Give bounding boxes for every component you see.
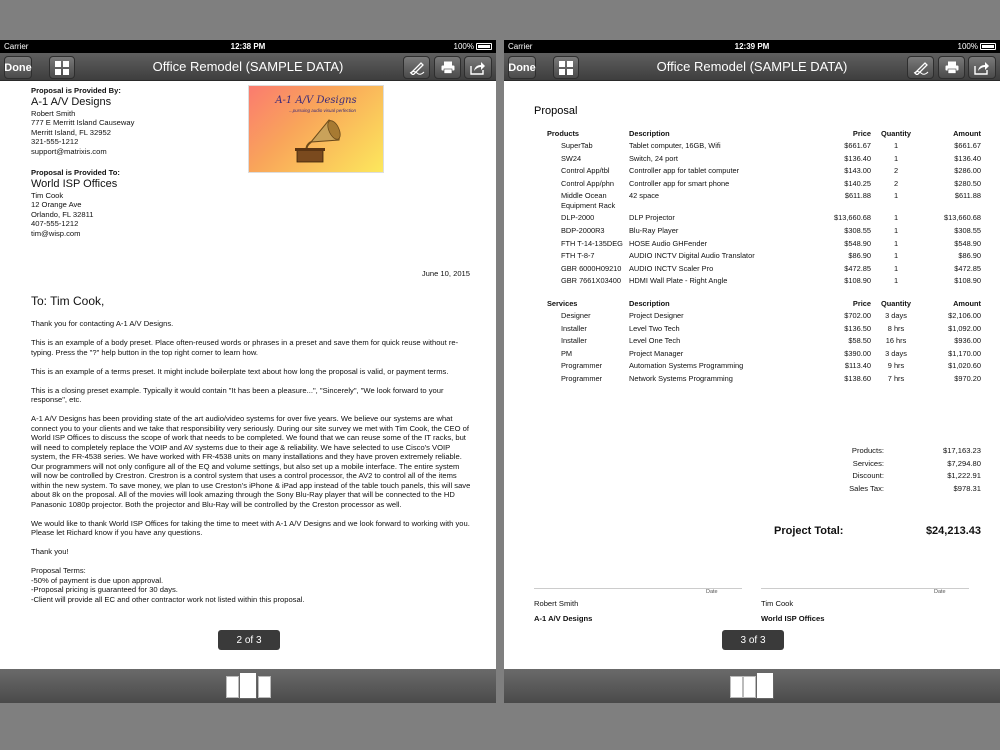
column-header: Price [852, 129, 871, 138]
service-qty: 9 hrs [887, 361, 905, 371]
page-thumbnail[interactable] [258, 676, 271, 698]
total-label: Products: [851, 446, 884, 455]
table-header [547, 299, 981, 311]
product-name: SuperTab [561, 141, 593, 150]
product-price: $611.88 [844, 191, 871, 201]
product-name: FTH T-8-7 [561, 251, 595, 261]
provider-line: support@matrixis.com [31, 146, 107, 156]
provider-company: A-1 A/V Designs [31, 95, 112, 108]
signature-date-label: Date [934, 589, 946, 595]
total-label: Discount: [852, 471, 884, 481]
product-qty: 1 [893, 213, 899, 223]
signer-name: Tim Cook [761, 599, 794, 608]
terms-line: -50% of payment is due upon approval. [31, 575, 164, 585]
service-qty: 7 hrs [887, 373, 905, 383]
body-paragraph: Thank you! [31, 547, 69, 556]
project-total-label: Project Total: [774, 525, 844, 537]
service-amount: $970.20 [954, 373, 981, 383]
pen-icon [409, 61, 425, 75]
ipad-screen-right [504, 40, 1000, 703]
terms-line: Proposal Terms: [31, 566, 86, 575]
document-page-2 [0, 82, 496, 669]
product-amount: $661.67 [954, 141, 981, 150]
signature-date-label: Date [706, 589, 718, 595]
product-qty: 1 [893, 238, 899, 248]
service-qty: 3 days [885, 311, 907, 320]
service-amount: $1,092.00 [948, 323, 981, 333]
table-row [547, 179, 981, 192]
battery-indicator [454, 42, 492, 51]
table-header [547, 129, 981, 141]
recipient-company: World ISP Offices [31, 177, 118, 190]
body-paragraph: A-1 A/V Designs has been providing state of the art audio/video systems for over five years. We believe our systems are what connect you to your clients and we take that responsibility very seriously. During our site survey we met with Tim Cook, the CEO of World ISP Offices to discuss the scope of work that needs to be completed. We found that we can reuse some of the IT racks, but will need to completely replace the VOIP and AV systems due to their age & reliability. We have selected to use Cisco's VOIP system, the FR-4538 series. We have worked with FR-4538 units on many installations and they have proven extremely reliable. Our programmers will not only configure all of the EQ and volume settings, but also set up a mobile interface. The entire system will now be controlled by Crestron. Crestron is a control system that uses a control processor, the AV2 to control all of the items within the new system. To save money, we plan to use Creston's iPhone & iPad app instead of the table touch panels, this will save about 8k on the proposal. All of the movies will look amazing through the Sony Blu-Ray player that will be connected to the HD Panasonic 1080p projector. Both the projector and Blu-Ray will be controlled by the Creston processor as well. [31, 414, 471, 509]
letter-body [31, 319, 471, 604]
service-price: $58.50 [848, 336, 871, 346]
column-header: Products [547, 129, 580, 138]
column-header: Amount [953, 129, 981, 138]
product-name: Middle Ocean Equipment Rack [561, 191, 616, 210]
proposal-date: June 10, 2015 [421, 269, 470, 278]
product-qty: 1 [893, 263, 899, 273]
body-paragraph: This is an example of a terms preset. It might include boilerplate text about how long the proposal is valid, or payment terms. [31, 366, 449, 376]
page-thumbnail-current[interactable] [239, 672, 257, 699]
product-qty: 2 [893, 178, 899, 188]
product-desc: 42 space [629, 191, 659, 201]
proposal-title: Proposal [534, 105, 578, 117]
signer-name: Robert Smith [534, 599, 579, 608]
done-button[interactable]: Done [4, 56, 32, 79]
table-row [547, 276, 981, 289]
navigation-bar [504, 53, 1000, 81]
service-amount: $1,170.00 [948, 348, 981, 358]
recipient-line: 407-555-1212 [31, 219, 79, 228]
product-name: GBR 6000H09210 [561, 263, 622, 273]
product-name: BDP-2000R3 [561, 225, 605, 235]
service-amount: $936.00 [954, 336, 981, 346]
product-amount: $286.00 [954, 166, 981, 176]
table-row [547, 226, 981, 239]
product-desc: HDMI Wall Plate - Right Angle [629, 276, 728, 286]
product-price: $472.85 [844, 263, 871, 273]
service-name: Installer [561, 336, 587, 346]
page-thumbnail[interactable] [730, 676, 743, 698]
service-desc: Project Designer [629, 311, 684, 320]
product-price: $108.90 [844, 276, 871, 286]
carrier-label: Carrier [4, 42, 29, 51]
service-desc: Automation Systems Programming [629, 361, 744, 371]
battery-indicator [958, 42, 996, 51]
total-value: $1,222.91 [947, 471, 981, 481]
page-thumbnails [728, 672, 778, 700]
product-qty: 1 [893, 251, 899, 261]
product-amount: $548.90 [954, 238, 981, 248]
products-table [547, 129, 981, 289]
product-desc: DLP Projector [629, 213, 675, 223]
signature-button[interactable] [907, 56, 934, 79]
service-desc: Network Systems Programming [629, 373, 733, 383]
nav-title: Office Remodel (SAMPLE DATA) [656, 59, 848, 74]
total-label: Sales Tax: [849, 484, 884, 494]
column-header: Services [547, 299, 578, 308]
totals-summary [804, 446, 981, 497]
product-price: $136.40 [844, 153, 871, 163]
product-amount: $308.55 [954, 225, 981, 235]
project-total-value: $24,213.43 [925, 525, 981, 537]
share-button[interactable] [464, 56, 492, 79]
signature-button[interactable] [403, 56, 430, 79]
logo-title: A-1 A/V Designs [275, 95, 357, 106]
recipient-heading: Proposal is Provided To: [31, 168, 120, 177]
status-bar [504, 40, 1000, 53]
product-desc: AUDIO INCTV Digital Audio Translator [629, 251, 755, 261]
table-row [547, 213, 981, 226]
service-price: $138.60 [844, 373, 871, 383]
project-total [774, 525, 981, 537]
product-qty: 2 [893, 166, 899, 176]
product-price: $661.67 [844, 141, 871, 150]
table-row [547, 191, 981, 213]
logo-subtitle: ...pursuing audio visual perfection [289, 108, 357, 113]
terms-line: -Client will provide all EC and other contractor work not listed within this proposal. [31, 594, 305, 604]
column-header: Description [629, 129, 670, 138]
company-logo [248, 85, 384, 173]
product-qty: 1 [893, 153, 899, 163]
share-icon [974, 61, 990, 75]
product-amount: $13,660.68 [944, 213, 981, 223]
product-desc: Tablet computer, 16GB, Wifi [629, 141, 721, 150]
column-header: Price [852, 299, 871, 308]
service-desc: Project Manager [629, 348, 684, 358]
nav-title: Office Remodel (SAMPLE DATA) [152, 59, 344, 74]
recipient-line: Orlando, FL 32811 [31, 209, 94, 219]
page-grid-button[interactable] [49, 56, 75, 79]
service-price: $113.40 [844, 361, 871, 371]
total-value: $978.31 [953, 484, 981, 494]
table-row [547, 311, 981, 324]
table-row [547, 239, 981, 252]
grid-icon [559, 61, 573, 75]
status-bar [0, 40, 496, 53]
service-amount: $1,020.60 [948, 361, 981, 371]
service-qty: 3 days [885, 348, 907, 358]
body-paragraph: We would like to thank World ISP Offices for taking the time to meet with A-1 A/V Designs and we look forward to working with you. Please let Richard know if you have any questions. [31, 518, 470, 537]
column-header: Amount [953, 299, 981, 308]
product-name: SW24 [561, 153, 582, 163]
table-row [547, 141, 981, 154]
page-thumbnails [224, 672, 274, 700]
service-desc: Level Two Tech [629, 323, 680, 333]
service-amount: $2,106.00 [948, 311, 981, 320]
product-amount: $472.85 [954, 263, 981, 273]
battery-icon [476, 43, 492, 50]
body-paragraph: Thank you for contacting A-1 A/V Designs. [31, 319, 174, 328]
product-price: $140.25 [844, 178, 871, 188]
table-row [547, 166, 981, 179]
provider-heading: Proposal is Provided By: [31, 86, 121, 95]
product-price: $86.90 [848, 251, 871, 261]
table-row [547, 336, 981, 349]
page-thumbnail[interactable] [743, 676, 756, 698]
service-name: PM [561, 348, 573, 358]
table-row [547, 251, 981, 264]
service-name: Installer [561, 323, 587, 333]
recipient-block [31, 168, 471, 238]
product-name: Control App/phn [561, 178, 615, 188]
total-value: $17,163.23 [942, 446, 981, 455]
service-desc: Level One Tech [629, 336, 681, 346]
service-price: $702.00 [844, 311, 871, 320]
table-row [547, 324, 981, 337]
body-paragraph: This is an example of a body preset. Place often-reused words or phrases in a preset and save them for quick reuse without re-typing. Press the "?" help button in the top right corner to learn how. [31, 338, 459, 357]
product-qty: 1 [893, 276, 899, 286]
service-price: $136.50 [844, 323, 871, 333]
total-row [804, 446, 981, 459]
printer-icon [441, 61, 455, 74]
recipient-line: 12 Orange Ave [31, 200, 82, 209]
provider-line: 321-555-1212 [31, 137, 79, 146]
product-desc: AUDIO INCTV Scaler Pro [629, 263, 714, 273]
product-price: $143.00 [844, 166, 871, 176]
product-desc: Controller app for tablet computer [629, 166, 740, 176]
carrier-label: Carrier [508, 42, 533, 51]
status-time: 12:39 PM [734, 42, 770, 51]
product-desc: Controller app for smart phone [629, 178, 730, 188]
recipient-line: tim@wisp.com [31, 228, 81, 238]
table-row [547, 154, 981, 167]
share-button[interactable] [968, 56, 996, 79]
product-name: GBR 7661X03400 [561, 276, 621, 286]
print-button[interactable] [938, 56, 965, 79]
service-name: Programmer [561, 361, 603, 371]
battery-icon [980, 43, 996, 50]
provider-line: Merritt Island, FL 32952 [31, 127, 111, 137]
signer-company: A-1 A/V Designs [534, 614, 593, 623]
status-time: 12:38 PM [230, 42, 266, 51]
table-row [547, 349, 981, 362]
grid-icon [55, 61, 69, 75]
ipad-screen-left [0, 40, 496, 703]
gramophone-icon [291, 116, 343, 166]
total-row [804, 484, 981, 497]
product-desc: HOSE Audio GHFender [629, 238, 708, 248]
product-amount: $611.88 [954, 191, 981, 201]
service-price: $390.00 [844, 348, 871, 358]
product-qty: 1 [893, 141, 899, 150]
provider-line: 777 E Merritt Island Causeway [31, 118, 135, 127]
table-row [547, 361, 981, 374]
greeting: To: Tim Cook, [31, 294, 105, 308]
product-price: $548.90 [844, 238, 871, 248]
table-row [547, 374, 981, 387]
product-desc: Switch, 24 port [629, 153, 678, 163]
service-qty: 16 hrs [885, 336, 907, 346]
product-amount: $86.90 [958, 251, 981, 261]
service-name: Designer [561, 311, 591, 320]
page-thumbnail[interactable] [226, 676, 239, 698]
page-indicator: 2 of 3 [218, 630, 280, 650]
product-name: Control App/tbl [561, 166, 610, 176]
battery-percent: 100% [453, 42, 474, 51]
column-header: Quantity [881, 129, 911, 138]
provider-line: Robert Smith [31, 108, 76, 118]
done-button[interactable]: Done [508, 56, 536, 79]
total-row [804, 459, 981, 472]
product-amount: $280.50 [954, 178, 981, 188]
product-price: $308.55 [844, 225, 871, 235]
printer-icon [945, 61, 959, 74]
document-page-3 [504, 82, 1000, 669]
pen-icon [913, 61, 929, 75]
navigation-bar [0, 53, 496, 81]
service-qty: 8 hrs [887, 323, 905, 333]
terms-line: -Proposal pricing is guaranteed for 30 days. [31, 585, 178, 594]
recipient-line: Tim Cook [31, 190, 64, 200]
product-qty: 1 [893, 225, 899, 235]
total-label: Services: [852, 458, 884, 468]
product-name: DLP-2000 [561, 213, 595, 223]
column-header: Quantity [881, 299, 911, 308]
signer-company: World ISP Offices [761, 614, 825, 623]
product-desc: Blu-Ray Player [629, 225, 679, 235]
services-table [547, 299, 981, 387]
battery-percent: 100% [957, 42, 978, 51]
table-row [547, 264, 981, 277]
product-amount: $108.90 [954, 276, 981, 286]
product-qty: 1 [893, 191, 899, 201]
body-paragraph: This is a closing preset example. Typically it would contain "It has been a pleasure...", "Sincerely", "We look forward to your response", etc. [31, 385, 444, 404]
product-name: FTH T-14-135DEG [561, 238, 623, 248]
product-price: $13,660.68 [834, 213, 871, 223]
service-name: Programmer [561, 373, 603, 383]
total-value: $7,294.80 [947, 458, 981, 468]
share-icon [470, 61, 486, 75]
column-header: Description [629, 299, 670, 308]
total-row [804, 471, 981, 484]
page-thumbnail-current[interactable] [756, 672, 774, 699]
product-amount: $136.40 [954, 153, 981, 163]
page-grid-button[interactable] [553, 56, 579, 79]
print-button[interactable] [434, 56, 461, 79]
page-indicator: 3 of 3 [722, 630, 784, 650]
